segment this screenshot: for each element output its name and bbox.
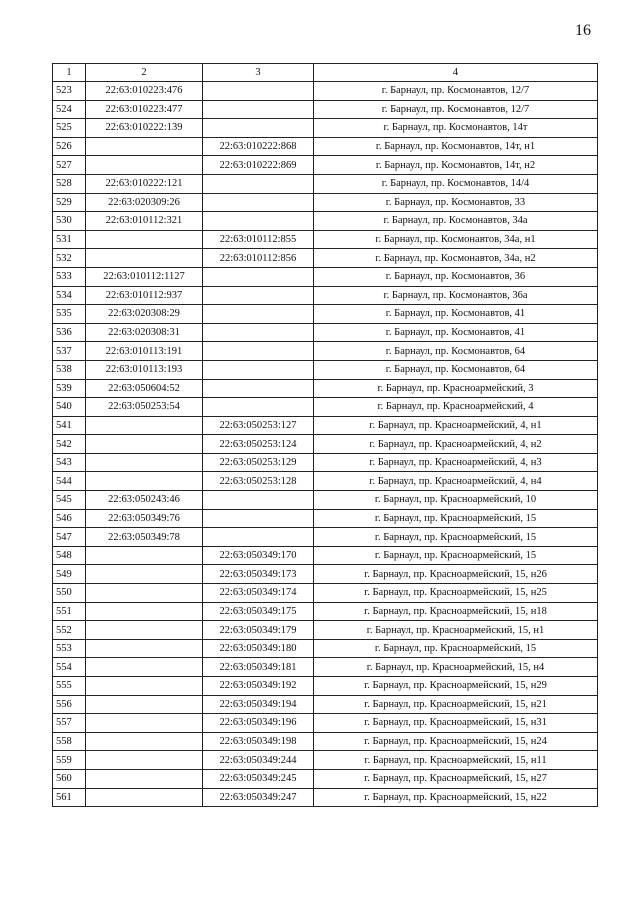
premises-cadastral-number-cell: 22:63:050349:245 <box>203 769 314 788</box>
row-number-cell: 547 <box>53 528 86 547</box>
premises-cadastral-number-cell <box>203 379 314 398</box>
land-cadastral-number-cell: 22:63:010222:139 <box>86 119 203 138</box>
table-row <box>53 230 598 249</box>
row-number-cell: 556 <box>53 695 86 714</box>
premises-cadastral-number-cell: 22:63:050349:179 <box>203 621 314 640</box>
address-cell: г. Барнаул, пр. Космонавтов, 14т <box>314 119 598 138</box>
land-cadastral-number-cell: 22:63:020308:29 <box>86 305 203 324</box>
premises-cadastral-number-cell: 22:63:050349:170 <box>203 546 314 565</box>
land-cadastral-number-cell <box>86 602 203 621</box>
premises-cadastral-number-cell <box>203 82 314 101</box>
row-number-cell: 559 <box>53 751 86 770</box>
address-cell: г. Барнаул, пр. Космонавтов, 64 <box>314 360 598 379</box>
premises-cadastral-number-cell: 22:63:010112:856 <box>203 249 314 268</box>
column-header-2: 2 <box>86 64 203 82</box>
address-cell: г. Барнаул, пр. Космонавтов, 12/7 <box>314 82 598 101</box>
premises-cadastral-number-cell: 22:63:050349:175 <box>203 602 314 621</box>
land-cadastral-number-cell: 22:63:050243:46 <box>86 491 203 510</box>
table-row <box>53 769 598 788</box>
table-row <box>53 174 598 193</box>
land-cadastral-number-cell <box>86 658 203 677</box>
land-cadastral-number-cell <box>86 435 203 454</box>
land-cadastral-number-cell: 22:63:010112:937 <box>86 286 203 305</box>
address-cell: г. Барнаул, пр. Космонавтов, 33 <box>314 193 598 212</box>
premises-cadastral-number-cell <box>203 119 314 138</box>
address-cell: г. Барнаул, пр. Красноармейский, 15 <box>314 546 598 565</box>
premises-cadastral-number-cell <box>203 342 314 361</box>
table-row <box>53 658 598 677</box>
table-row <box>53 286 598 305</box>
table-row <box>53 342 598 361</box>
row-number-cell: 536 <box>53 323 86 342</box>
table-row <box>53 565 598 584</box>
row-number-cell: 554 <box>53 658 86 677</box>
table-row <box>53 528 598 547</box>
address-cell: г. Барнаул, пр. Красноармейский, 15, н25 <box>314 584 598 603</box>
row-number-cell: 534 <box>53 286 86 305</box>
table-row <box>53 379 598 398</box>
table-row <box>53 100 598 119</box>
table-row <box>53 621 598 640</box>
address-cell: г. Барнаул, пр. Красноармейский, 3 <box>314 379 598 398</box>
address-cell: г. Барнаул, пр. Красноармейский, 15, н22 <box>314 788 598 807</box>
premises-cadastral-number-cell <box>203 305 314 324</box>
address-cell: г. Барнаул, пр. Красноармейский, 15, н24 <box>314 732 598 751</box>
premises-cadastral-number-cell: 22:63:050349:174 <box>203 584 314 603</box>
premises-cadastral-number-cell <box>203 360 314 379</box>
premises-cadastral-number-cell <box>203 323 314 342</box>
column-header-4: 4 <box>314 64 598 82</box>
row-number-cell: 552 <box>53 621 86 640</box>
table-header-row <box>53 64 598 82</box>
address-cell: г. Барнаул, пр. Красноармейский, 15 <box>314 509 598 528</box>
premises-cadastral-number-cell: 22:63:050349:192 <box>203 677 314 696</box>
address-cell: г. Барнаул, пр. Красноармейский, 15, н29 <box>314 677 598 696</box>
row-number-cell: 557 <box>53 714 86 733</box>
row-number-cell: 555 <box>53 677 86 696</box>
land-cadastral-number-cell: 22:63:010223:477 <box>86 100 203 119</box>
premises-cadastral-number-cell <box>203 212 314 231</box>
row-number-cell: 526 <box>53 137 86 156</box>
table-row <box>53 249 598 268</box>
land-cadastral-number-cell: 22:63:010112:321 <box>86 212 203 231</box>
row-number-cell: 544 <box>53 472 86 491</box>
table-row <box>53 212 598 231</box>
land-cadastral-number-cell: 22:63:050349:78 <box>86 528 203 547</box>
address-cell: г. Барнаул, пр. Космонавтов, 36 <box>314 267 598 286</box>
premises-cadastral-number-cell: 22:63:010222:869 <box>203 156 314 175</box>
premises-cadastral-number-cell: 22:63:050253:124 <box>203 435 314 454</box>
address-cell: г. Барнаул, пр. Космонавтов, 64 <box>314 342 598 361</box>
land-cadastral-number-cell <box>86 416 203 435</box>
premises-cadastral-number-cell: 22:63:050349:247 <box>203 788 314 807</box>
premises-cadastral-number-cell <box>203 193 314 212</box>
address-cell: г. Барнаул, пр. Красноармейский, 15, н27 <box>314 769 598 788</box>
row-number-cell: 561 <box>53 788 86 807</box>
table-row <box>53 491 598 510</box>
premises-cadastral-number-cell: 22:63:050253:128 <box>203 472 314 491</box>
table-body <box>53 82 598 807</box>
land-cadastral-number-cell: 22:63:050349:76 <box>86 509 203 528</box>
premises-cadastral-number-cell <box>203 267 314 286</box>
land-cadastral-number-cell <box>86 695 203 714</box>
address-cell: г. Барнаул, пр. Красноармейский, 15 <box>314 639 598 658</box>
land-cadastral-number-cell <box>86 584 203 603</box>
land-cadastral-number-cell: 22:63:010223:476 <box>86 82 203 101</box>
address-cell: г. Барнаул, пр. Красноармейский, 15, н11 <box>314 751 598 770</box>
row-number-cell: 543 <box>53 453 86 472</box>
address-cell: г. Барнаул, пр. Красноармейский, 15, н21 <box>314 695 598 714</box>
land-cadastral-number-cell: 22:63:010113:193 <box>86 360 203 379</box>
address-cell: г. Барнаул, пр. Космонавтов, 12/7 <box>314 100 598 119</box>
table-row <box>53 602 598 621</box>
table-row <box>53 509 598 528</box>
row-number-cell: 545 <box>53 491 86 510</box>
table-row <box>53 416 598 435</box>
page-number: 16 <box>575 22 591 39</box>
address-cell: г. Барнаул, пр. Космонавтов, 34а <box>314 212 598 231</box>
premises-cadastral-number-cell: 22:63:050253:127 <box>203 416 314 435</box>
table-row <box>53 267 598 286</box>
table-row <box>53 546 598 565</box>
premises-cadastral-number-cell: 22:63:010112:855 <box>203 230 314 249</box>
table-row <box>53 639 598 658</box>
table-row <box>53 732 598 751</box>
land-cadastral-number-cell <box>86 249 203 268</box>
address-cell: г. Барнаул, пр. Красноармейский, 15, н4 <box>314 658 598 677</box>
land-cadastral-number-cell <box>86 472 203 491</box>
land-cadastral-number-cell <box>86 714 203 733</box>
premises-cadastral-number-cell: 22:63:050349:181 <box>203 658 314 677</box>
premises-cadastral-number-cell <box>203 398 314 417</box>
table-row <box>53 137 598 156</box>
address-cell: г. Барнаул, пр. Космонавтов, 41 <box>314 305 598 324</box>
address-cell: г. Барнаул, пр. Космонавтов, 41 <box>314 323 598 342</box>
land-cadastral-number-cell <box>86 639 203 658</box>
premises-cadastral-number-cell <box>203 286 314 305</box>
land-cadastral-number-cell: 22:63:020308:31 <box>86 323 203 342</box>
address-cell: г. Барнаул, пр. Космонавтов, 34а, н1 <box>314 230 598 249</box>
table-row <box>53 453 598 472</box>
table-row <box>53 677 598 696</box>
land-cadastral-number-cell <box>86 546 203 565</box>
row-number-cell: 533 <box>53 267 86 286</box>
row-number-cell: 538 <box>53 360 86 379</box>
premises-cadastral-number-cell: 22:63:050349:196 <box>203 714 314 733</box>
land-cadastral-number-cell: 22:63:010112:1127 <box>86 267 203 286</box>
table-row <box>53 360 598 379</box>
row-number-cell: 558 <box>53 732 86 751</box>
premises-cadastral-number-cell: 22:63:050349:180 <box>203 639 314 658</box>
row-number-cell: 537 <box>53 342 86 361</box>
land-cadastral-number-cell: 22:63:050253:54 <box>86 398 203 417</box>
address-cell: г. Барнаул, пр. Космонавтов, 36а <box>314 286 598 305</box>
address-cell: г. Барнаул, пр. Красноармейский, 4, н3 <box>314 453 598 472</box>
land-cadastral-number-cell: 22:63:010113:191 <box>86 342 203 361</box>
address-cell: г. Барнаул, пр. Красноармейский, 15, н26 <box>314 565 598 584</box>
row-number-cell: 530 <box>53 212 86 231</box>
row-number-cell: 540 <box>53 398 86 417</box>
row-number-cell: 529 <box>53 193 86 212</box>
address-cell: г. Барнаул, пр. Красноармейский, 10 <box>314 491 598 510</box>
address-cell: г. Барнаул, пр. Красноармейский, 4 <box>314 398 598 417</box>
row-number-cell: 551 <box>53 602 86 621</box>
table-row <box>53 82 598 101</box>
land-cadastral-number-cell: 22:63:010222:121 <box>86 174 203 193</box>
address-cell: г. Барнаул, пр. Космонавтов, 14/4 <box>314 174 598 193</box>
registry-table <box>52 63 598 807</box>
land-cadastral-number-cell <box>86 230 203 249</box>
premises-cadastral-number-cell: 22:63:010222:868 <box>203 137 314 156</box>
column-header-1: 1 <box>53 64 86 82</box>
address-cell: г. Барнаул, пр. Красноармейский, 4, н1 <box>314 416 598 435</box>
row-number-cell: 560 <box>53 769 86 788</box>
row-number-cell: 527 <box>53 156 86 175</box>
premises-cadastral-number-cell: 22:63:050349:244 <box>203 751 314 770</box>
land-cadastral-number-cell: 22:63:020309:26 <box>86 193 203 212</box>
table-row <box>53 751 598 770</box>
row-number-cell: 546 <box>53 509 86 528</box>
address-cell: г. Барнаул, пр. Красноармейский, 4, н4 <box>314 472 598 491</box>
premises-cadastral-number-cell <box>203 528 314 547</box>
row-number-cell: 531 <box>53 230 86 249</box>
address-cell: г. Барнаул, пр. Красноармейский, 15, н18 <box>314 602 598 621</box>
land-cadastral-number-cell <box>86 453 203 472</box>
premises-cadastral-number-cell: 22:63:050349:173 <box>203 565 314 584</box>
row-number-cell: 553 <box>53 639 86 658</box>
table-row <box>53 584 598 603</box>
address-cell: г. Барнаул, пр. Красноармейский, 15, н31 <box>314 714 598 733</box>
column-header-3: 3 <box>203 64 314 82</box>
row-number-cell: 542 <box>53 435 86 454</box>
table-row <box>53 472 598 491</box>
land-cadastral-number-cell <box>86 788 203 807</box>
land-cadastral-number-cell <box>86 769 203 788</box>
land-cadastral-number-cell <box>86 156 203 175</box>
land-cadastral-number-cell: 22:63:050604:52 <box>86 379 203 398</box>
land-cadastral-number-cell <box>86 621 203 640</box>
row-number-cell: 523 <box>53 82 86 101</box>
table-row <box>53 323 598 342</box>
address-cell: г. Барнаул, пр. Красноармейский, 15, н1 <box>314 621 598 640</box>
table-row <box>53 435 598 454</box>
row-number-cell: 548 <box>53 546 86 565</box>
address-cell: г. Барнаул, пр. Космонавтов, 14т, н2 <box>314 156 598 175</box>
premises-cadastral-number-cell: 22:63:050349:194 <box>203 695 314 714</box>
premises-cadastral-number-cell: 22:63:050253:129 <box>203 453 314 472</box>
address-cell: г. Барнаул, пр. Космонавтов, 14т, н1 <box>314 137 598 156</box>
premises-cadastral-number-cell <box>203 100 314 119</box>
row-number-cell: 539 <box>53 379 86 398</box>
table-row <box>53 398 598 417</box>
premises-cadastral-number-cell: 22:63:050349:198 <box>203 732 314 751</box>
address-cell: г. Барнаул, пр. Красноармейский, 4, н2 <box>314 435 598 454</box>
premises-cadastral-number-cell <box>203 174 314 193</box>
table-row <box>53 119 598 138</box>
table-row <box>53 788 598 807</box>
table-row <box>53 695 598 714</box>
land-cadastral-number-cell <box>86 677 203 696</box>
land-cadastral-number-cell <box>86 565 203 584</box>
row-number-cell: 524 <box>53 100 86 119</box>
land-cadastral-number-cell <box>86 732 203 751</box>
table-row <box>53 305 598 324</box>
premises-cadastral-number-cell <box>203 509 314 528</box>
address-cell: г. Барнаул, пр. Красноармейский, 15 <box>314 528 598 547</box>
table-row <box>53 156 598 175</box>
land-cadastral-number-cell <box>86 751 203 770</box>
row-number-cell: 535 <box>53 305 86 324</box>
table-row <box>53 193 598 212</box>
row-number-cell: 528 <box>53 174 86 193</box>
row-number-cell: 550 <box>53 584 86 603</box>
row-number-cell: 532 <box>53 249 86 268</box>
address-cell: г. Барнаул, пр. Космонавтов, 34а, н2 <box>314 249 598 268</box>
row-number-cell: 549 <box>53 565 86 584</box>
premises-cadastral-number-cell <box>203 491 314 510</box>
table-row <box>53 714 598 733</box>
row-number-cell: 541 <box>53 416 86 435</box>
land-cadastral-number-cell <box>86 137 203 156</box>
row-number-cell: 525 <box>53 119 86 138</box>
